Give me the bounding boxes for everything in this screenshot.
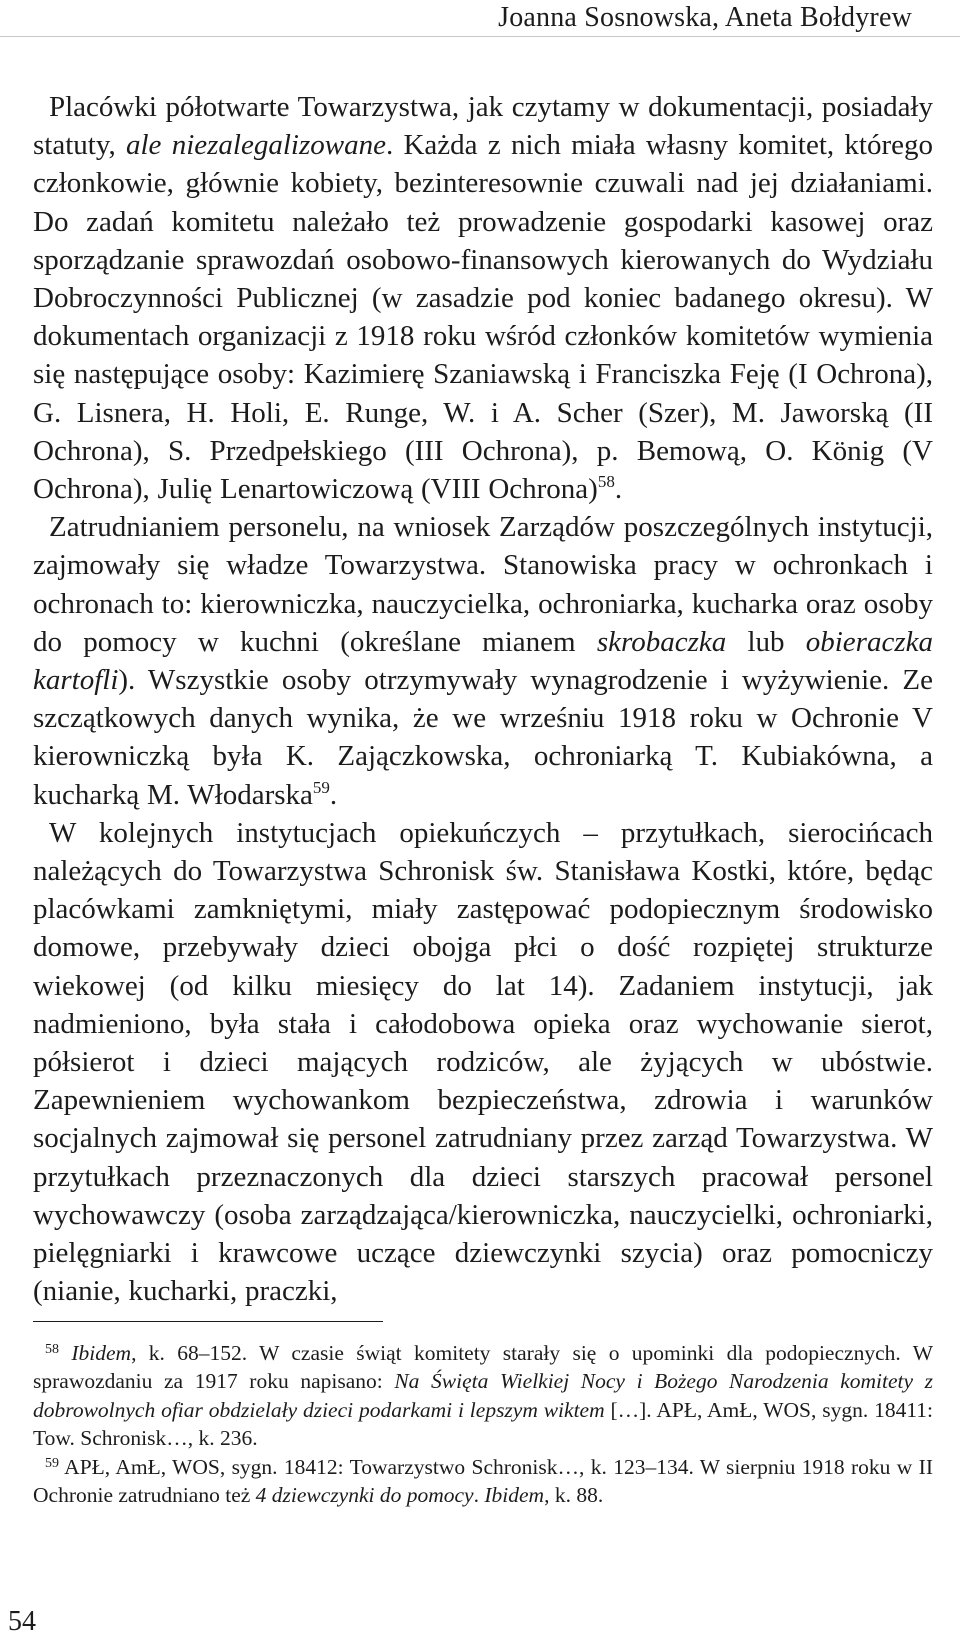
running-header <box>0 0 960 37</box>
paragraph-1-text-c: . Każda z nich miała własny komitet, którego członkowie, głównie kobiety, bezinteresownie czuwali nad jej działaniami. Do zadań komitetu należało też prowadzenie gospodarki kasowej oraz sporządzanie sprawozdań osobowo-finansowych kierowanych do Wydziału Dobroczynności Publicznej (w zasadzie pod koniec badanego okresu). W dokumentach organizacji z 1918 roku wśród członków komitetów wymienia się następujące osoby: Kazimierę Szaniawską i Franciszka Feję (I Ochrona), G. Lisnera, H. Holi, E. Runge, W. i A. Scher (Szer), M. Jaworską (II Ochrona), S. Przedpełskiego (III Ochrona), p. Bemową, O. König (V Ochrona), Julię Lenartowiczową (VIII Ochrona) <box>33 129 934 506</box>
paragraph-2-italic-skrobaczka: skrobaczka <box>596 625 727 658</box>
paragraph-2-text-a: Zatrudnianiem personelu, na wniosek Zarządów poszczególnych instytucji, zajmowały się władze Towarzystwa. Stanowiska pracy w ochronkach i ochronach to: kierowniczka, nauczycielka, ochroniarka, kucharka oraz osoby do pomocy w kuchni (określane mianem <box>33 511 933 658</box>
footnote-58 <box>33 1339 933 1453</box>
page-number: 54 <box>8 1606 36 1637</box>
footnotes <box>33 1339 933 1509</box>
paragraph-1 <box>33 88 933 508</box>
footnote-59-italic-d: Ibidem <box>484 1483 545 1508</box>
footnote-58-text-d: […]. APŁ, AmŁ, WOS, sygn. 18411: Tow. Schronisk…, k. 236. <box>33 1397 933 1451</box>
footnote-59-text-a: APŁ, AmŁ, WOS, sygn. 18412: Towarzystwo Schronisk…, k. 123–134. W sierpniu 1918 roku w II Ochronie zatrudniano też <box>33 1454 933 1508</box>
paragraph-2-text-f: . <box>329 778 338 811</box>
paragraph-2-text-e: ). Wszystkie osoby otrzymywały wynagrodzenie i wyżywienie. Ze szczątkowych danych wynika, że we wrześniu 1918 roku w Ochronie V kierowniczką była K. Zajączkowska, ochroniarką T. Kubiakówna, a kucharką M. Włodarska <box>33 664 933 811</box>
paragraph-1-text-a: Placówki półotwarte Towarzystwa, jak czytamy w dokumentacji, posiadały statuty, <box>33 91 933 162</box>
footnote-58-text-b: , k. 68–152. W czasie świąt komitety starały się o upominki dla podopiecznych. W sprawozdaniu za 1917 roku napisano: <box>33 1341 933 1394</box>
paragraph-1-text-d: . <box>614 473 623 506</box>
footnote-59-number: 59 <box>45 1455 59 1471</box>
paragraph-2-text-c: lub <box>726 625 806 658</box>
footnote-ref-59[interactable]: 59 <box>312 777 330 797</box>
paragraph-1-italic: ale niezalegalizowane <box>125 129 386 162</box>
paragraph-2 <box>33 508 933 814</box>
main-text <box>33 88 933 1311</box>
footnote-58-italic-a: Ibidem <box>71 1341 132 1365</box>
footnote-58-italic-c: Na Święta Wielkiej Nocy i Bożego Narodzenia komitety z dobrowolnych ofiar obdzielały dzieci podarkami i lepszym wiktem <box>33 1369 933 1422</box>
paragraph-2-italic-obieraczka: obieraczka kartofli <box>33 625 933 697</box>
footnote-59-italic-b: 4 dziewczynki do pomocy <box>255 1483 474 1508</box>
footnote-ref-58[interactable]: 58 <box>597 472 615 492</box>
footnote-separator <box>33 1321 383 1322</box>
paragraph-3: W kolejnych instytucjach opiekuńczych – przytułkach, sierocińcach należących do Towarzystwa Schronisk św. Stanisława Kostki, które, będąc placówkami zamkniętymi, miały zastępować podopiecznym środowisko domowe, przebywały dzieci obojga płci o dość rozpiętej strukturze wiekowej (od kilku miesięcy do lat 14). Zadaniem instytucji, jak nadmieniono, była stała i całodobowa opieka oraz wychowanie sierot, półsierot i dzieci mających rodziców, ale żyjących w ubóstwie. Zapewnieniem wychowankom bezpieczeństwa, zdrowia i warunków socjalnych zajmował się personel zatrudniany przez zarząd Towarzystwa. W przytułkach przeznaczonych dla dzieci starszych pracował personel wychowawczy (osoba zarządzająca/kierowniczka, nauczycielki, ochroniarki, pielęgniarki i krawcowe uczące dziewczynki szycia) oraz pomocniczy (nianie, kucharki, praczki, <box>33 816 933 1308</box>
header-authors: Joanna Sosnowska, Aneta Bołdyrew <box>498 2 912 33</box>
footnote-59 <box>33 1453 933 1510</box>
footnote-58-number: 58 <box>45 1342 59 1357</box>
footnote-59-text-c: . <box>473 1483 485 1508</box>
footnote-59-text-e: , k. 88. <box>544 1483 604 1508</box>
